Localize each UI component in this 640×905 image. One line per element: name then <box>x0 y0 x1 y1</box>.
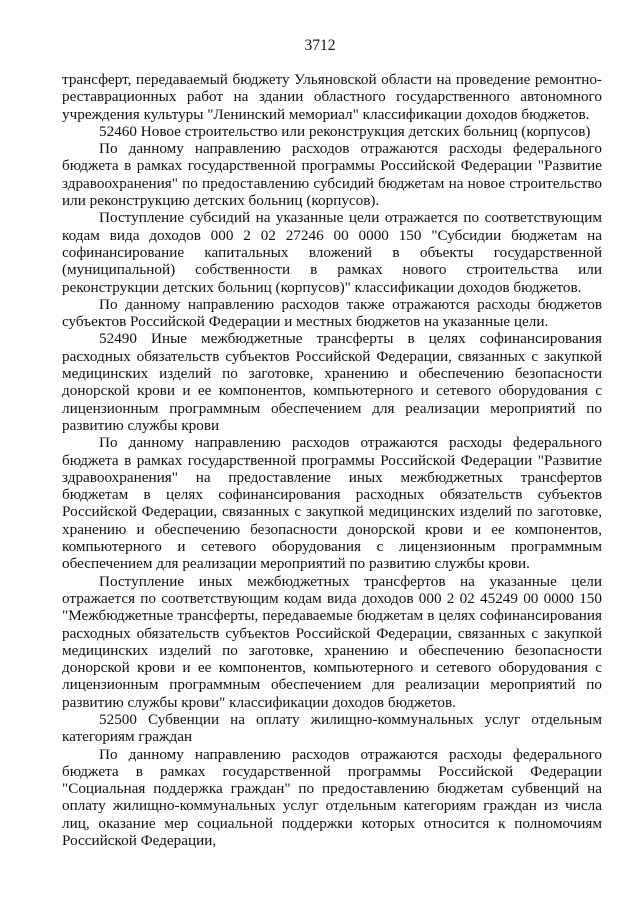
document-body <box>62 71 602 849</box>
paragraph: По данному направлению расходов отражаются расходы федерального бюджета в рамках государственной программы Российской Федерации "Социальная поддержка граждан" по предоставлению бюджетам субвенций на оплату жилищно-коммунальных услуг отдельным категориям граждан из числа лиц, оказание мер социальной поддержки которых относится к полномочиям Российской Федерации, <box>62 745 602 850</box>
paragraph: По данному направлению расходов отражаются расходы федерального бюджета в рамках государственной программы Российской Федерации "Развитие здравоохранения" на предоставление иных межбюджетных трансфертов бюджетам в целях софинансирования расходных обязательств субъектов Российской Федерации, связанных с закупкой медицинских изделий по заготовке, хранению и обеспечению безопасности донорской крови и ее компонентов, компьютерного и сетевого оборудования с лицензионным программным обеспечением для реализации мероприятий по развитию службы крови. <box>62 434 602 573</box>
section-heading-52500: 52500 Субвенции на оплату жилищно-коммунальных услуг отдельным категориям граждан <box>62 710 602 746</box>
section-heading-52490: 52490 Иные межбюджетные трансферты в целях софинансирования расходных обязательств субъектов Российской Федерации, связанных с закупкой медицинских изделий по заготовке, хранению и обеспечению безопасности донорской крови и ее компонентов, компьютерного и сетевого оборудования с лицензионным программным обеспечением для реализации мероприятий по развитию службы крови <box>62 330 602 434</box>
section-heading-52460: 52460 Новое строительство или реконструкция детских больниц (корпусов) <box>99 122 591 140</box>
paragraph: Поступление субсидий на указанные цели отражается по соответствующим кодам вида доходов 000 2 02 27246 00 0000 150 "Субсидии бюджетам на софинансирование капитальных вложений в объекты государственной (муниципальной) собственности в рамках нового строительства или реконструкции детских больниц (корпусов)" классификации доходов бюджетов. <box>62 209 602 296</box>
paragraph: По данному направлению расходов также отражаются расходы бюджетов субъектов Российской Федерации и местных бюджетов на указанные цели. <box>62 295 602 331</box>
paragraph-continuation: трансферт, передаваемый бюджету Ульяновской области на проведение ремонтно-реставрационных работ на здании областного государственного автономного учреждения культуры "Ленинский мемориал" классификации доходов бюджетов. <box>62 71 602 123</box>
paragraph: Поступление иных межбюджетных трансфертов на указанные цели отражается по соответствующим кодам вида доходов 000 2 02 45249 00 0000 150 "Межбюджетные трансферты, передаваемые бюджетам в целях софинансирования расходных обязательств субъектов Российской Федерации, связанных с закупкой медицинских изделий по заготовке, хранению и обеспечению безопасности донорской крови и ее компонентов, компьютерного и сетевого оборудования с лицензионным программным обеспечением для реализации мероприятий по развитию службы крови" классификации доходов бюджетов. <box>62 572 602 711</box>
page-number: 3712 <box>304 37 336 54</box>
paragraph: По данному направлению расходов отражаются расходы федерального бюджета в рамках государственной программы Российской Федерации "Развитие здравоохранения" по предоставлению субсидий бюджетам на новое строительство или реконструкцию детских больниц (корпусов). <box>62 140 602 210</box>
